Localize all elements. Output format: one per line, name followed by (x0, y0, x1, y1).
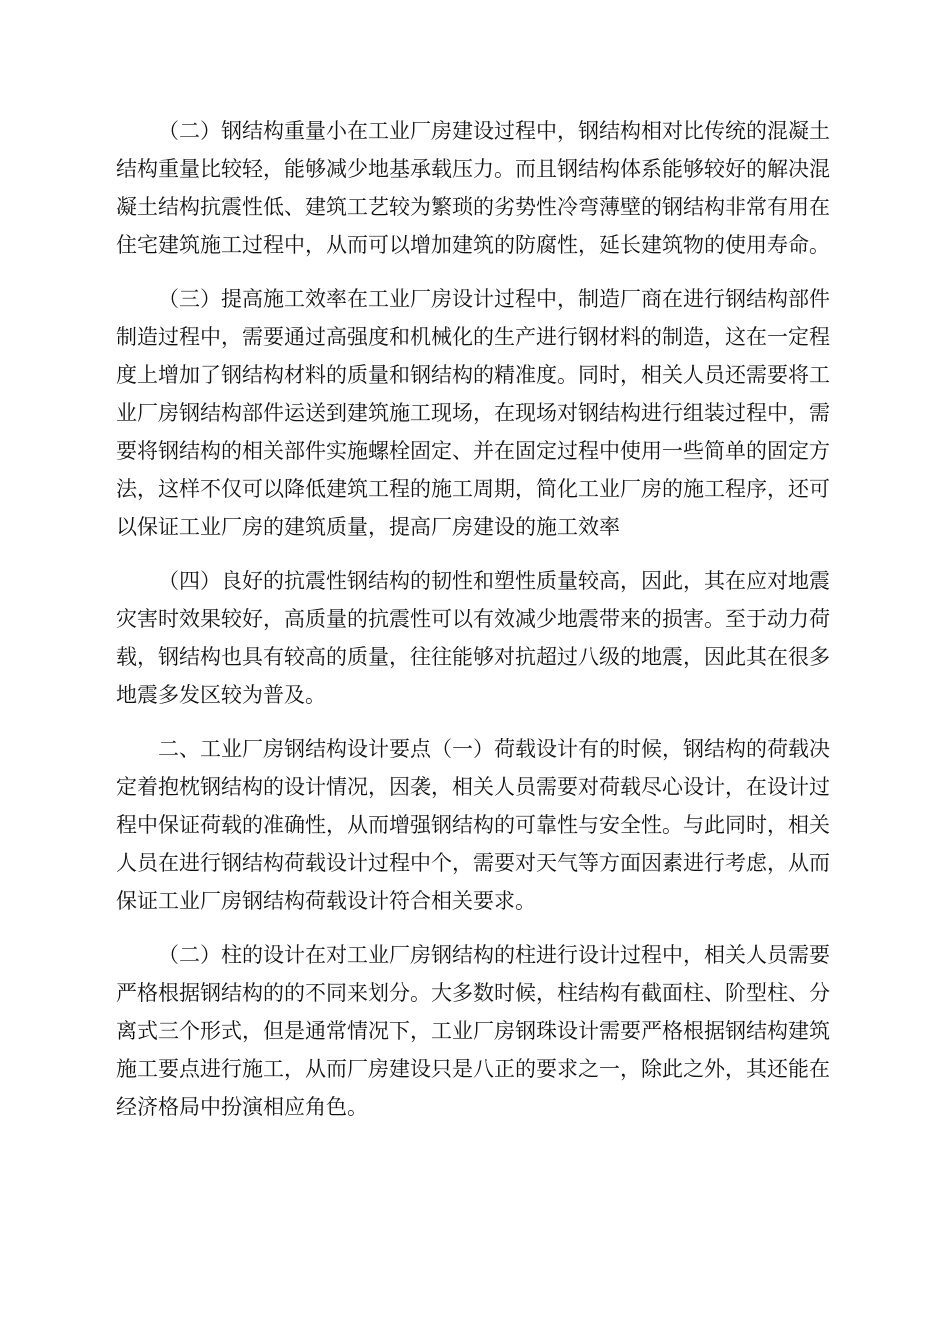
paragraph-column-design: （二）柱的设计在对工业厂房钢结构的柱进行设计过程中，相关人员需要严格根据钢结构的的不同来划分。大多数时候，柱结构有截面柱、阶型柱、分离式三个形式，但是通常情况下，工业厂房钢珠设计需要严格根据钢结构建筑施工要点进行施工，从而厂房建设只是八正的要求之一，除此之外，其还能在经济格局中扮演相应角色。 (116, 943, 830, 1119)
paragraph-load-design: 二、工业厂房钢结构设计要点（一）荷载设计有的时候，钢结构的荷载决定着抱枕钢结构的设计情况，因袭，相关人员需要对荷载尽心设计，在设计过程中保证荷载的准确性，从而增强钢结构的可靠性与安全性。与此同时，相关人员在进行钢结构荷载设计过程中个，需要对天气等方面因素进行考虑，从而保证工业厂房钢结构荷载设计符合相关要求。 (116, 737, 830, 913)
paragraph-construction-efficiency: （三）提高施工效率在工业厂房设计过程中，制造厂商在进行钢结构部件制造过程中，需要通过高强度和机械化的生产进行钢材料的制造，这在一定程度上增加了钢结构材料的质量和钢结构的精准度。同时，相关人员还需要将工业厂房钢结构部件运送到建筑施工现场，在现场对钢结构进行组装过程中，需要将钢结构的相关部件实施螺栓固定、并在固定过程中使用一些简单的固定方法，这样不仅可以降低建筑工程的施工周期，简化工业厂房的施工程序，还可以保证工业厂房的建筑质量，提高厂房建设的施工效率 (116, 287, 830, 539)
paragraph-steel-weight: （二）钢结构重量小在工业厂房建设过程中，钢结构相对比传统的混凝土结构重量比较轻，能够减少地基承载压力。而且钢结构体系能够较好的解决混凝土结构抗震性低、建筑工艺较为繁琐的劣势性冷弯薄壁的钢结构非常有用在住宅建筑施工过程中，从而可以增加建筑的防腐性，延长建筑物的使用寿命。 (116, 119, 830, 257)
document-page (116, 112, 830, 1142)
paragraph-seismic-resistance: （四）良好的抗震性钢结构的韧性和塑性质量较高，因此，其在应对地震灾害时效果较好，高质量的抗震性可以有效减少地震带来的损害。至于动力荷载，钢结构也具有较高的质量，往往能够对抗超过八级的地震，因此其在很多地震多发区较为普及。 (116, 569, 830, 707)
